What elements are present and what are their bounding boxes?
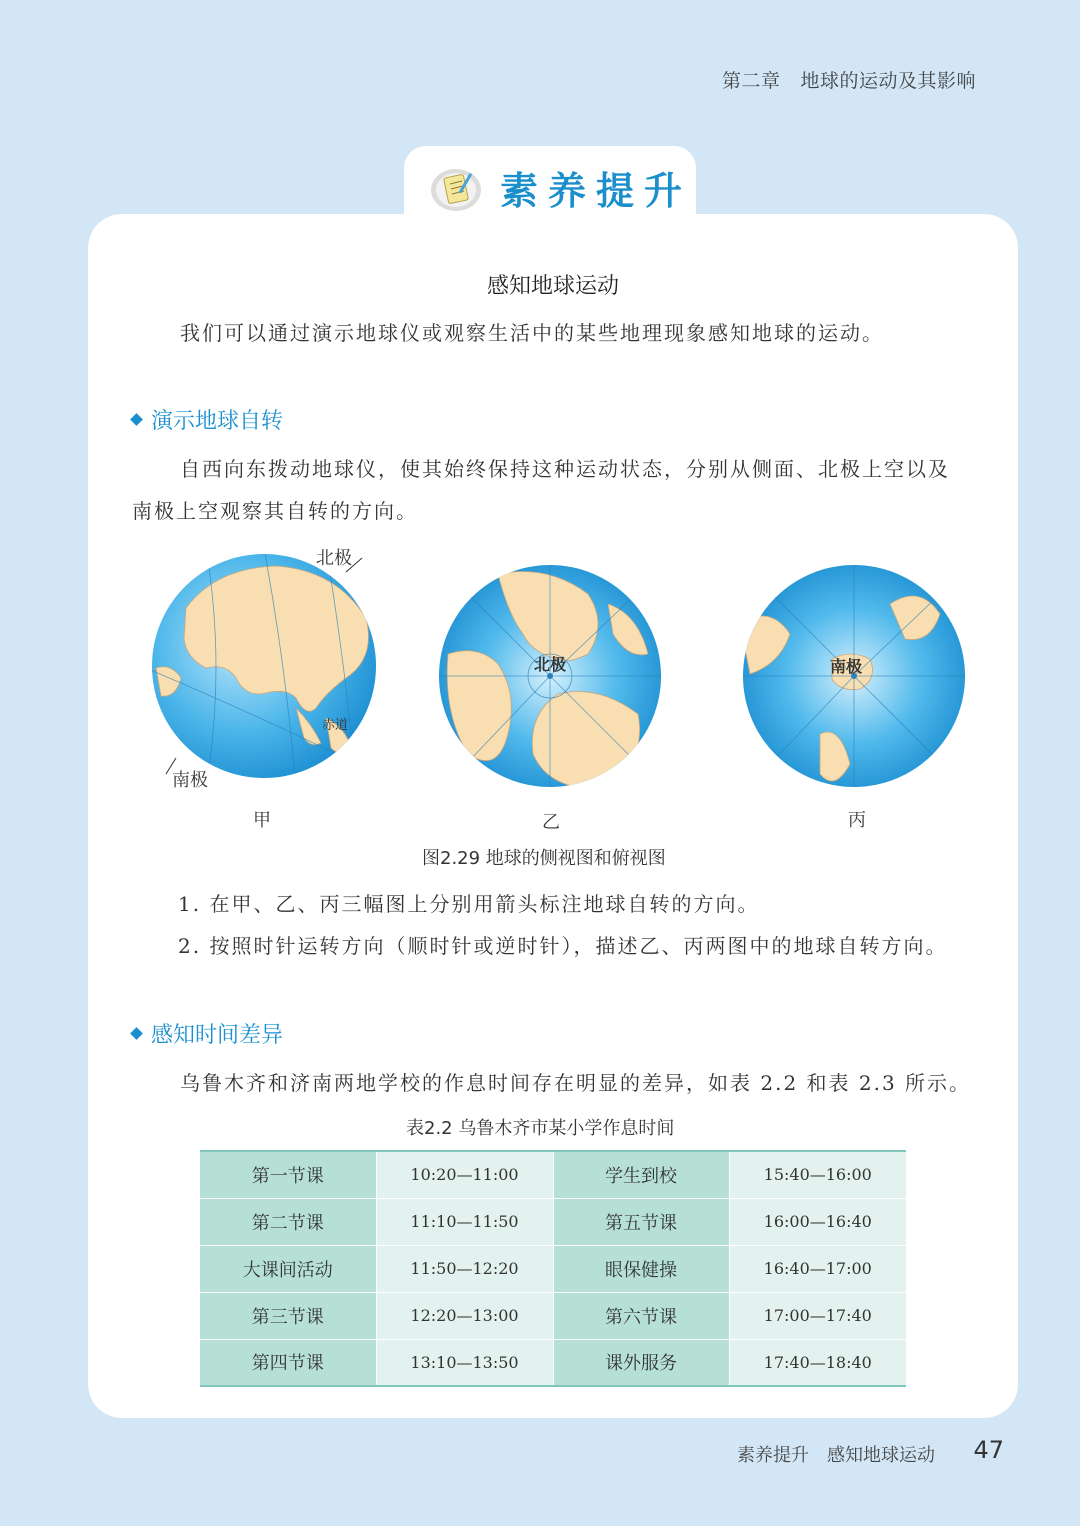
table-cell: 学生到校	[553, 1151, 729, 1198]
part2-heading	[132, 1018, 283, 1049]
globe-south-svg	[740, 564, 968, 792]
table-cell: 16:40—17:00	[729, 1245, 906, 1292]
part1-text-line1: 自西向东拨动地球仪，使其始终保持这种运动状态，分别从侧面、北极上空以及	[180, 457, 950, 481]
section-title: 感知地球运动	[486, 274, 619, 299]
table-cell: 12:20—13:00	[376, 1292, 553, 1339]
part1-heading	[132, 404, 283, 435]
panel-label-bing: 丙	[848, 810, 866, 831]
table-cell: 第五节课	[553, 1198, 729, 1245]
footer	[737, 1441, 935, 1467]
title-tab-label: 素养提升	[500, 168, 693, 213]
part1-heading-text: 演示地球自转	[151, 409, 284, 434]
question-2: 2. 按照时针运转方向（顺时针或逆时针），描述乙、丙两图中的地球自转方向。	[178, 934, 948, 958]
label-equator: 赤道	[322, 718, 349, 733]
part2-text: 乌鲁木齐和济南两地学校的作息时间存在明显的差异，如表 2.2 和表 2.3 所示。	[180, 1071, 972, 1095]
table-cell: 11:10—11:50	[376, 1198, 553, 1245]
table-cell: 大课间活动	[200, 1245, 376, 1292]
label-north-pole-center: 北极	[534, 655, 567, 674]
footer-section: 素养提升	[737, 1445, 809, 1466]
chapter-number: 第二章	[721, 70, 781, 92]
globe-south-view	[740, 564, 968, 792]
title-tab	[404, 146, 696, 236]
table-caption: 表2.2 乌鲁木齐市某小学作息时间	[406, 1118, 675, 1139]
table-cell: 课外服务	[553, 1339, 729, 1386]
diamond-bullet-icon	[130, 413, 143, 426]
table-cell: 17:40—18:40	[729, 1339, 906, 1386]
table-cell: 第一节课	[200, 1151, 376, 1198]
chapter-header	[722, 66, 976, 93]
table-row	[200, 1339, 906, 1386]
table-row	[200, 1292, 906, 1339]
globe-north-view	[438, 564, 666, 792]
part1-text-line2: 南极上空观察其自转的方向。	[132, 499, 418, 523]
table-cell: 第二节课	[200, 1198, 376, 1245]
label-south-pole: 南极	[172, 770, 208, 791]
table-cell: 第六节课	[553, 1292, 729, 1339]
table-cell: 眼保健操	[553, 1245, 729, 1292]
page-number: 47	[973, 1436, 1004, 1464]
section-intro: 我们可以通过演示地球仪或观察生活中的某些地理现象感知地球的运动。	[180, 321, 884, 345]
label-north-pole: 北极	[316, 548, 352, 569]
content-card	[88, 214, 1018, 1418]
table-cell: 17:00—17:40	[729, 1292, 906, 1339]
table-cell: 11:50—12:20	[376, 1245, 553, 1292]
diamond-bullet-icon	[130, 1027, 143, 1040]
footer-topic: 感知地球运动	[827, 1445, 935, 1466]
table-cell: 15:40—16:00	[729, 1151, 906, 1198]
table-cell: 第三节课	[200, 1292, 376, 1339]
notepad-icon	[430, 166, 482, 212]
figure-caption: 图2.29 地球的侧视图和俯视图	[422, 848, 666, 869]
globe-north-svg	[438, 564, 666, 792]
part2-heading-text: 感知时间差异	[151, 1023, 284, 1048]
chapter-title: 地球的运动及其影响	[800, 70, 976, 92]
label-south-pole-center: 南极	[830, 657, 863, 676]
table-cell: 16:00—16:40	[729, 1198, 906, 1245]
globe-side-svg	[146, 548, 386, 788]
table-cell: 第四节课	[200, 1339, 376, 1386]
question-1: 1. 在甲、乙、丙三幅图上分别用箭头标注地球自转的方向。	[178, 892, 760, 916]
globe-side-view	[146, 548, 386, 788]
panel-label-yi: 乙	[542, 812, 560, 833]
table-row	[200, 1198, 906, 1245]
table-cell: 10:20—11:00	[376, 1151, 553, 1198]
table-row	[200, 1151, 906, 1198]
schedule-table	[200, 1150, 906, 1387]
panel-label-jia: 甲	[253, 810, 271, 831]
table-cell: 13:10—13:50	[376, 1339, 553, 1386]
table-row	[200, 1245, 906, 1292]
